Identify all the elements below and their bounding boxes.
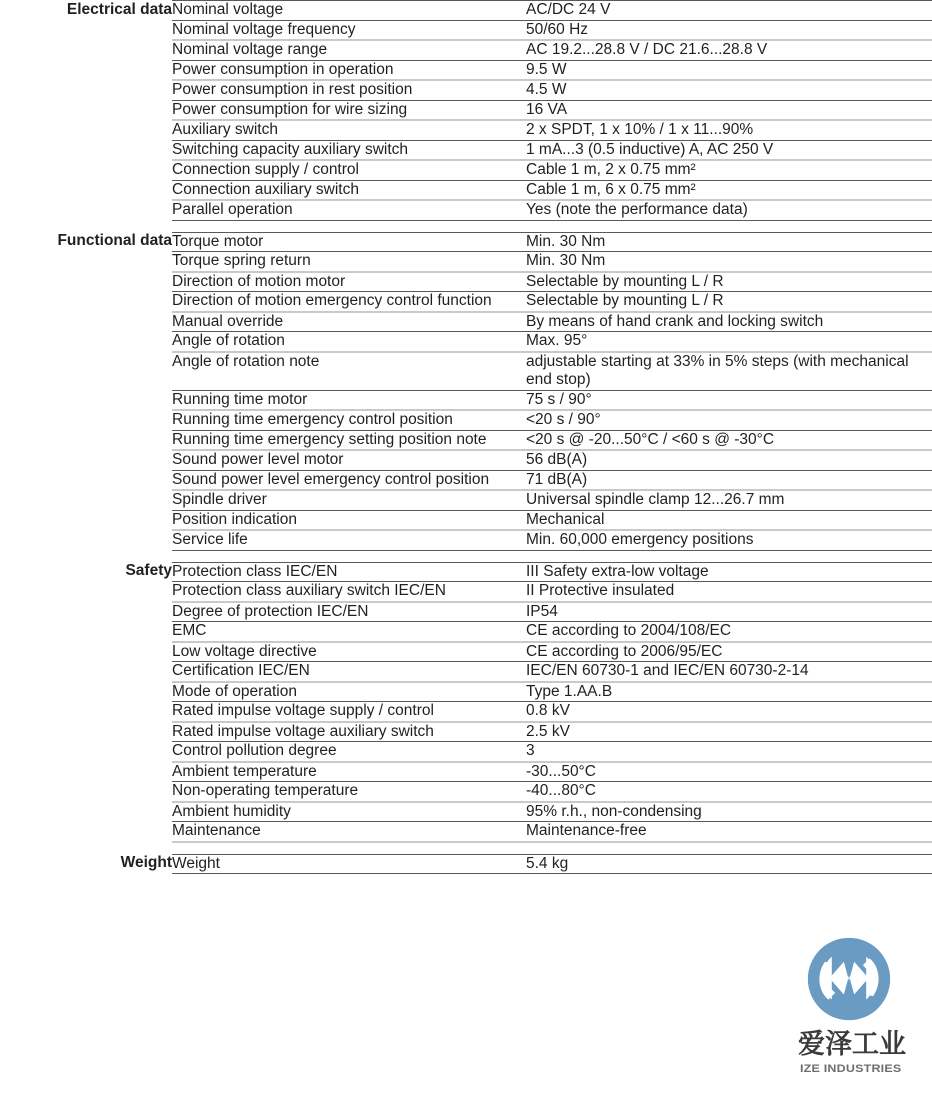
- property-value: -30...50°C: [526, 762, 932, 782]
- property-label: Direction of motion motor: [172, 272, 526, 292]
- group-label-empty: [0, 332, 172, 352]
- group-label-empty: [0, 80, 172, 100]
- property-value: 1 mA...3 (0.5 inductive) A, AC 250 V: [526, 140, 932, 160]
- table-row: [0, 60, 932, 80]
- property-label: Position indication: [172, 510, 526, 530]
- property-label: Non-operating temperature: [172, 782, 526, 802]
- table-row: [0, 180, 932, 200]
- group-label-empty: [0, 530, 172, 550]
- table-row: [0, 292, 932, 312]
- property-label: Power consumption in operation: [172, 60, 526, 80]
- property-value: Type 1.AA.B: [526, 682, 932, 702]
- table-row: [0, 622, 932, 642]
- table-row: [0, 40, 932, 60]
- table-row: [0, 642, 932, 662]
- property-label: Power consumption in rest position: [172, 80, 526, 100]
- table-row: [0, 450, 932, 470]
- group-label-empty: [0, 582, 172, 602]
- table-row: [0, 582, 932, 602]
- property-value: Selectable by mounting L / R: [526, 272, 932, 292]
- property-label: Ambient humidity: [172, 802, 526, 822]
- group-label-empty: [0, 410, 172, 430]
- table-row: [0, 802, 932, 822]
- property-label: Torque motor: [172, 232, 526, 252]
- property-label: Manual override: [172, 312, 526, 332]
- table-row: [0, 390, 932, 410]
- property-value: By means of hand crank and locking switch: [526, 312, 932, 332]
- watermark-english-text: IZE INDUSTRIES: [800, 1062, 902, 1075]
- table-row: [0, 490, 932, 510]
- table-row: [0, 80, 932, 100]
- table-row: [0, 140, 932, 160]
- property-label: Spindle driver: [172, 490, 526, 510]
- property-label: Connection auxiliary switch: [172, 180, 526, 200]
- section-gap-cell: [0, 550, 932, 562]
- group-label-empty: [0, 430, 172, 450]
- property-value: 3: [526, 742, 932, 762]
- group-label-empty: [0, 762, 172, 782]
- property-value: 16 VA: [526, 100, 932, 120]
- property-label: Maintenance: [172, 822, 526, 842]
- table-row: [0, 430, 932, 450]
- table-row: [0, 332, 932, 352]
- property-value: II Protective insulated: [526, 582, 932, 602]
- table-row: [0, 662, 932, 682]
- table-row: [0, 854, 932, 874]
- property-value: Min. 30 Nm: [526, 232, 932, 252]
- property-label: Sound power level motor: [172, 450, 526, 470]
- section-gap-cell: [0, 842, 932, 855]
- group-label-empty: [0, 802, 172, 822]
- property-label: Control pollution degree: [172, 742, 526, 762]
- property-label: Ambient temperature: [172, 762, 526, 782]
- group-label-empty: [0, 180, 172, 200]
- group-label-empty: [0, 60, 172, 80]
- table-row: [0, 410, 932, 430]
- group-label-empty: [0, 352, 172, 391]
- property-value: 4.5 W: [526, 80, 932, 100]
- group-label-empty: [0, 450, 172, 470]
- group-label-empty: [0, 20, 172, 40]
- property-value: Maintenance-free: [526, 822, 932, 842]
- property-label: Sound power level emergency control position: [172, 470, 526, 490]
- property-value: CE according to 2006/95/EC: [526, 642, 932, 662]
- property-value: <20 s / 90°: [526, 410, 932, 430]
- property-value: Cable 1 m, 6 x 0.75 mm²: [526, 180, 932, 200]
- property-label: Nominal voltage range: [172, 40, 526, 60]
- table-row: [0, 120, 932, 140]
- watermark-logo: [792, 935, 932, 1095]
- property-value: III Safety extra-low voltage: [526, 562, 932, 582]
- property-label: Protection class auxiliary switch IEC/EN: [172, 582, 526, 602]
- property-label: Rated impulse voltage auxiliary switch: [172, 722, 526, 742]
- property-label: Running time emergency control position: [172, 410, 526, 430]
- group-label-empty: [0, 490, 172, 510]
- property-value: 9.5 W: [526, 60, 932, 80]
- table-row: [0, 782, 932, 802]
- group-label-empty: [0, 470, 172, 490]
- property-value: 5.4 kg: [526, 854, 932, 874]
- group-label-empty: [0, 140, 172, 160]
- group-label-empty: [0, 722, 172, 742]
- property-label: EMC: [172, 622, 526, 642]
- property-value: <20 s @ -20...50°C / <60 s @ -30°C: [526, 430, 932, 450]
- property-value: Min. 30 Nm: [526, 252, 932, 272]
- group-label: Safety: [0, 562, 172, 582]
- table-row: [0, 200, 932, 220]
- table-row: [0, 682, 932, 702]
- property-label: Protection class IEC/EN: [172, 562, 526, 582]
- property-label: Connection supply / control: [172, 160, 526, 180]
- property-label: Angle of rotation note: [172, 352, 526, 391]
- property-label: Switching capacity auxiliary switch: [172, 140, 526, 160]
- watermark-chinese-text: 爱泽工业: [798, 1029, 906, 1059]
- property-value: Mechanical: [526, 510, 932, 530]
- section-gap: [0, 220, 932, 232]
- property-label: Power consumption for wire sizing: [172, 100, 526, 120]
- table-row: [0, 602, 932, 622]
- property-value: 50/60 Hz: [526, 20, 932, 40]
- property-value: -40...80°C: [526, 782, 932, 802]
- group-label-empty: [0, 292, 172, 312]
- table-row: [0, 762, 932, 782]
- group-label-empty: [0, 642, 172, 662]
- group-label-empty: [0, 602, 172, 622]
- property-label: Auxiliary switch: [172, 120, 526, 140]
- section-gap: [0, 550, 932, 562]
- property-value: Selectable by mounting L / R: [526, 292, 932, 312]
- property-label: Low voltage directive: [172, 642, 526, 662]
- property-value: IEC/EN 60730-1 and IEC/EN 60730-2-14: [526, 662, 932, 682]
- property-value: AC 19.2...28.8 V / DC 21.6...28.8 V: [526, 40, 932, 60]
- group-label-empty: [0, 100, 172, 120]
- property-label: Certification IEC/EN: [172, 662, 526, 682]
- group-label-empty: [0, 312, 172, 332]
- property-value: Universal spindle clamp 12...26.7 mm: [526, 490, 932, 510]
- group-label: Electrical data: [0, 1, 172, 21]
- property-label: Nominal voltage frequency: [172, 20, 526, 40]
- group-label-empty: [0, 390, 172, 410]
- group-label-empty: [0, 510, 172, 530]
- property-label: Service life: [172, 530, 526, 550]
- group-label: Functional data: [0, 232, 172, 252]
- table-row: [0, 562, 932, 582]
- property-label: Weight: [172, 854, 526, 874]
- table-row: [0, 100, 932, 120]
- table-row: [0, 160, 932, 180]
- property-label: Direction of motion emergency control function: [172, 292, 526, 312]
- group-label-empty: [0, 160, 172, 180]
- group-label-empty: [0, 272, 172, 292]
- group-label: Weight: [0, 854, 172, 874]
- table-row: [0, 470, 932, 490]
- property-value: 75 s / 90°: [526, 390, 932, 410]
- group-label-empty: [0, 682, 172, 702]
- table-row: [0, 510, 932, 530]
- group-label-empty: [0, 622, 172, 642]
- property-value: CE according to 2004/108/EC: [526, 622, 932, 642]
- section-gap-cell: [0, 220, 932, 232]
- property-label: Angle of rotation: [172, 332, 526, 352]
- property-value: Min. 60,000 emergency positions: [526, 530, 932, 550]
- group-label-empty: [0, 742, 172, 762]
- property-label: Parallel operation: [172, 200, 526, 220]
- property-value: Cable 1 m, 2 x 0.75 mm²: [526, 160, 932, 180]
- property-label: Running time motor: [172, 390, 526, 410]
- property-value: 56 dB(A): [526, 450, 932, 470]
- table-row: [0, 822, 932, 842]
- property-value: AC/DC 24 V: [526, 1, 932, 21]
- group-label-empty: [0, 782, 172, 802]
- property-value: Yes (note the performance data): [526, 200, 932, 220]
- ize-logo-mark-icon: [806, 935, 892, 1023]
- table-row: [0, 702, 932, 722]
- property-label: Torque spring return: [172, 252, 526, 272]
- group-label-empty: [0, 662, 172, 682]
- property-label: Degree of protection IEC/EN: [172, 602, 526, 622]
- property-value: 0.8 kV: [526, 702, 932, 722]
- group-label-empty: [0, 252, 172, 272]
- table-row: [0, 742, 932, 762]
- table-row: [0, 352, 932, 391]
- group-label-empty: [0, 702, 172, 722]
- table-row: [0, 530, 932, 550]
- property-value: 95% r.h., non-condensing: [526, 802, 932, 822]
- property-label: Mode of operation: [172, 682, 526, 702]
- table-row: [0, 252, 932, 272]
- table-row: [0, 20, 932, 40]
- table-row: [0, 272, 932, 292]
- property-value: Max. 95°: [526, 332, 932, 352]
- property-value: 2 x SPDT, 1 x 10% / 1 x 11...90%: [526, 120, 932, 140]
- property-value: IP54: [526, 602, 932, 622]
- table-row: [0, 232, 932, 252]
- property-value: 2.5 kV: [526, 722, 932, 742]
- section-gap: [0, 842, 932, 855]
- property-value: 71 dB(A): [526, 470, 932, 490]
- property-label: Running time emergency setting position note: [172, 430, 526, 450]
- property-label: Nominal voltage: [172, 1, 526, 21]
- table-row: [0, 722, 932, 742]
- group-label-empty: [0, 822, 172, 842]
- table-row: [0, 312, 932, 332]
- table-row: [0, 1, 932, 21]
- property-label: Rated impulse voltage supply / control: [172, 702, 526, 722]
- property-value: adjustable starting at 33% in 5% steps (with mechanical end stop): [526, 352, 932, 391]
- group-label-empty: [0, 40, 172, 60]
- group-label-empty: [0, 120, 172, 140]
- group-label-empty: [0, 200, 172, 220]
